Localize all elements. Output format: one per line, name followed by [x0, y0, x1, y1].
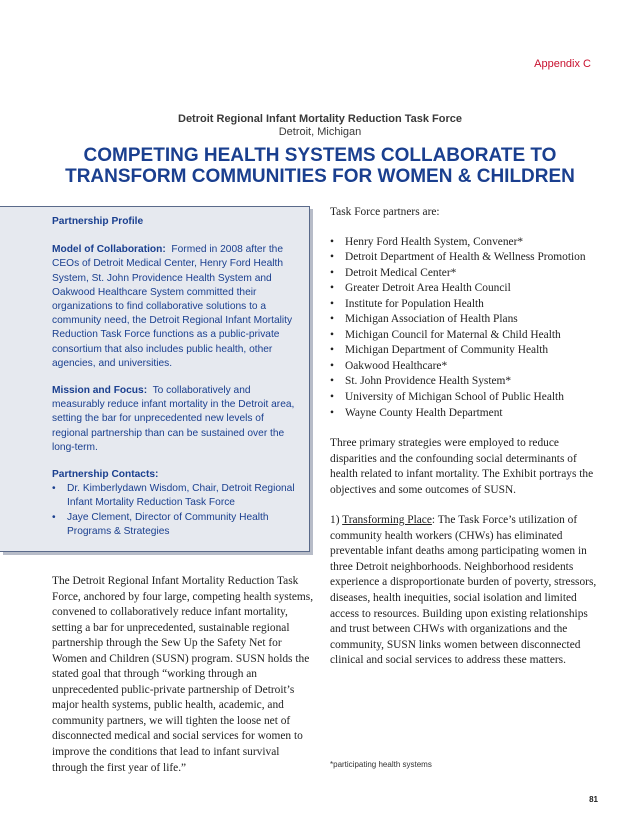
- partners-intro: Task Force partners are:: [330, 206, 440, 218]
- intro-paragraph: The Detroit Regional Infant Mortality Reduction Task Force, anchored by four large, competing health systems, convened to collaboratively reduce infant mortality, setting a bar for unprecedented, sustainable regional partnership through the Sew Up the Safety Net for Women and Children (SUSN) program. SUSN holds the stated goal that through “working through an unprecedented public-private partnership of Detroit’s major health systems, public health, academic, and community partners, we will tighten the loose net of disconnected medical and social services for women to improve the conditions that lead to infant survival through the first year of life.”: [52, 575, 314, 774]
- contacts-list: [52, 482, 297, 539]
- contact-item: • Jaye Clement, Director of Community Health Programs & Strategies: [52, 511, 297, 539]
- partnership-contacts: [52, 468, 297, 539]
- organization-location: Detroit, Michigan: [278, 126, 362, 138]
- partner-item: • Oakwood Healthcare*: [330, 359, 598, 375]
- transforming-place-text: : The Task Force’s utilization of community health workers (CHWs) has eliminated preventable infant deaths among participating women in three Detroit neighborhoods. Neighborhood residents experience a disproportionate burden of poverty, stressors, diseases, health inequities, social isolation and limited access to resources. Building upon existing relationships and trust between CHWs with organizations and the community, SUSN links women between disconnected clinical and social services to address these matters.: [330, 514, 597, 667]
- point-number: 1): [330, 514, 340, 527]
- transforming-place-heading: Transforming Place: [342, 514, 432, 527]
- contact-item: • Dr. Kimberlydawn Wisdom, Chair, Detroit Regional Infant Mortality Reduction Task Force: [52, 482, 297, 510]
- partner-item: • Michigan Council for Maternal & Child Health: [330, 328, 598, 344]
- partner-item: • Greater Detroit Area Health Council: [330, 281, 598, 297]
- mission-and-focus: [52, 384, 297, 455]
- right-column: [330, 205, 598, 684]
- model-label: Model of Collaboration:: [52, 244, 166, 256]
- partner-item: • St. John Providence Health System*: [330, 374, 598, 390]
- transforming-place-paragraph: [330, 513, 598, 668]
- footnote: *participating health systems: [330, 760, 432, 769]
- page-number: 81: [589, 795, 598, 804]
- partner-item: • Institute for Population Health: [330, 297, 598, 313]
- partnership-profile-box: [0, 206, 310, 552]
- page-headline: [30, 145, 610, 187]
- organization-name: Detroit Regional Infant Mortality Reduction Task Force: [178, 113, 462, 125]
- headline-line-2: TRANSFORM COMMUNITIES FOR WOMEN & CHILDREN: [65, 166, 575, 187]
- headline-line-1: COMPETING HEALTH SYSTEMS COLLABORATE TO: [83, 145, 557, 166]
- partner-item: • Wayne County Health Department: [330, 406, 598, 422]
- model-of-collaboration: [52, 243, 297, 371]
- partner-item: • Detroit Medical Center*: [330, 266, 598, 282]
- mission-label: Mission and Focus:: [52, 385, 148, 397]
- contacts-label: Partnership Contacts:: [52, 469, 159, 481]
- model-text: Formed in 2008 after the CEOs of Detroit Medical Center, Henry Ford Health System, St. John Providence Health System and Oakwood Healthcare System committed their organizations to find collaborative solutions to a community need, the Detroit Regional Infant Mortality Reduction Task Force functions as a public-private consortium that also includes public health, other agencies, and universities.: [52, 244, 293, 369]
- partner-item: • Michigan Association of Health Plans: [330, 312, 598, 328]
- partner-item: • Michigan Department of Community Health: [330, 343, 598, 359]
- strategies-paragraph: Three primary strategies were employed to reduce disparities and the confounding social determinants of health related to infant mortality. The Exhibit portrays the objectives and some outcomes of SUSN.: [330, 437, 594, 496]
- partners-list: [330, 235, 598, 422]
- partner-item: • Henry Ford Health System, Convener*: [330, 235, 598, 251]
- appendix-label: Appendix C: [534, 58, 591, 70]
- partner-item: • Detroit Department of Health & Wellness Promotion: [330, 250, 598, 266]
- profile-title: Partnership Profile: [52, 216, 144, 227]
- partner-item: • University of Michigan School of Public Health: [330, 390, 598, 406]
- mission-text: To collaboratively and measurably reduce infant mortality in the Detroit area, setting the bar for unprecedented new levels of regional partnership than can be sustained over the long-term.: [52, 385, 295, 453]
